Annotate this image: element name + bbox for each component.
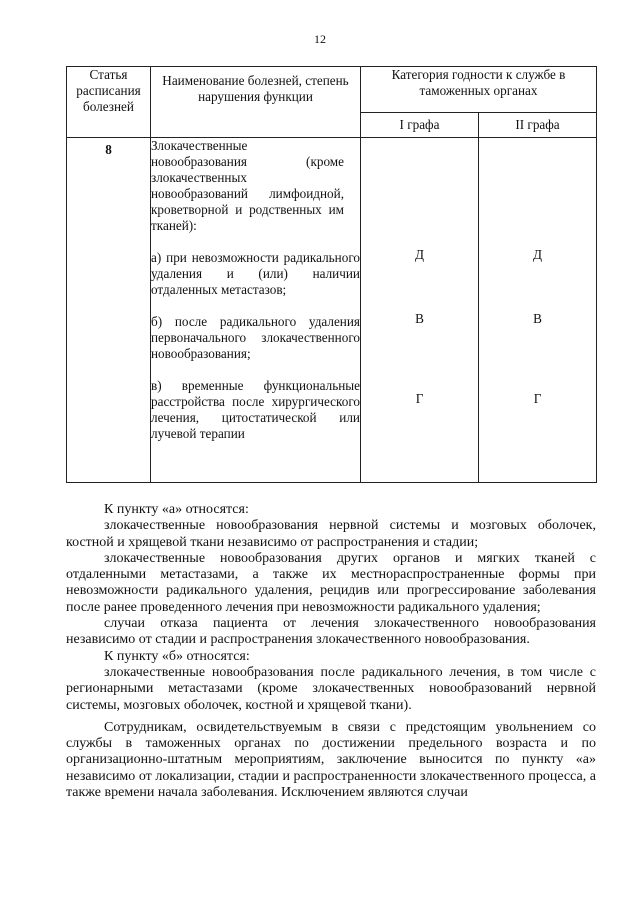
disease-schedule-table xyxy=(66,66,597,483)
grade-2-a: Д xyxy=(533,247,542,262)
paragraph: случаи отказа пациента от лечения злокачественного новообразования независимо от стадии и распространения злокачественного новообразования. xyxy=(66,616,596,648)
header-grade-2: II графа xyxy=(479,113,597,138)
header-grade-1: I графа xyxy=(361,113,479,138)
article-number: 8 xyxy=(105,142,112,157)
grade-1-c: Г xyxy=(415,391,424,406)
grade-1-b: В xyxy=(415,311,424,326)
header-disease: Наименование болезней, степень нарушения функции xyxy=(151,67,361,138)
grade-2-cell xyxy=(479,138,597,483)
paragraph: злокачественные новообразования нервной системы и мозговых оболочек, костной и хрящевой ткани независимо от распространения и стадии; xyxy=(66,518,596,550)
paragraph: злокачественные новообразования других органов и мягких тканей с отдаленными метастазами, а также их местнораспространенные формы при невозможности радикального удаления, рецидив или прогрессирование заболевания после ранее проведенного лечения при невозможности радикального удаления; xyxy=(66,550,596,615)
paragraph: злокачественные новообразования после радикального лечения, в том числе с регионарными метастазами (кроме злокачественных новообразований нервной системы, мозговых оболочек, костной и хрящевой ткани). xyxy=(66,664,596,713)
grade-1-cell xyxy=(361,138,479,483)
header-category: Категория годности к службе в таможенных органах xyxy=(361,67,597,113)
grade-2-b: В xyxy=(533,311,542,326)
disease-intro: Злокачественные новообразования (кроме злокачественных новообразований лимфоидной, кроветворной и родственных им тканей): xyxy=(151,138,344,233)
grade-1-a: Д xyxy=(415,247,424,262)
page-number: 12 xyxy=(314,32,326,46)
table-row xyxy=(67,138,597,483)
header-article: Статья расписания болезней xyxy=(67,67,151,138)
body-text xyxy=(66,502,596,801)
disease-cell xyxy=(151,138,361,483)
table-header-row xyxy=(67,67,597,113)
paragraph: Сотрудникам, освидетельствуемым в связи с предстоящим увольнением со службы в таможенных органах по достижении предельного возраста и по организационно-штатным мероприятиям, заключение выносится по пункту «а» независимо от локализации, стадии и распространенности злокачественного процесса, а также времени начала заболевания. Исключением являются случаи xyxy=(66,719,596,801)
disease-item-c: в) временные функциональные расстройства после хирургического лечения, цитостатической или лучевой терапии xyxy=(151,378,360,441)
paragraph: К пункту «а» относятся: xyxy=(104,502,249,517)
disease-item-b: б) после радикального удаления первоначального злокачественного новообразования; xyxy=(151,314,360,361)
paragraph: К пункту «б» относятся: xyxy=(104,648,250,664)
disease-item-a: а) при невозможности радикального удаления и (или) наличии отдаленных метастазов; xyxy=(151,250,360,297)
grade-2-c: Г xyxy=(533,391,542,406)
